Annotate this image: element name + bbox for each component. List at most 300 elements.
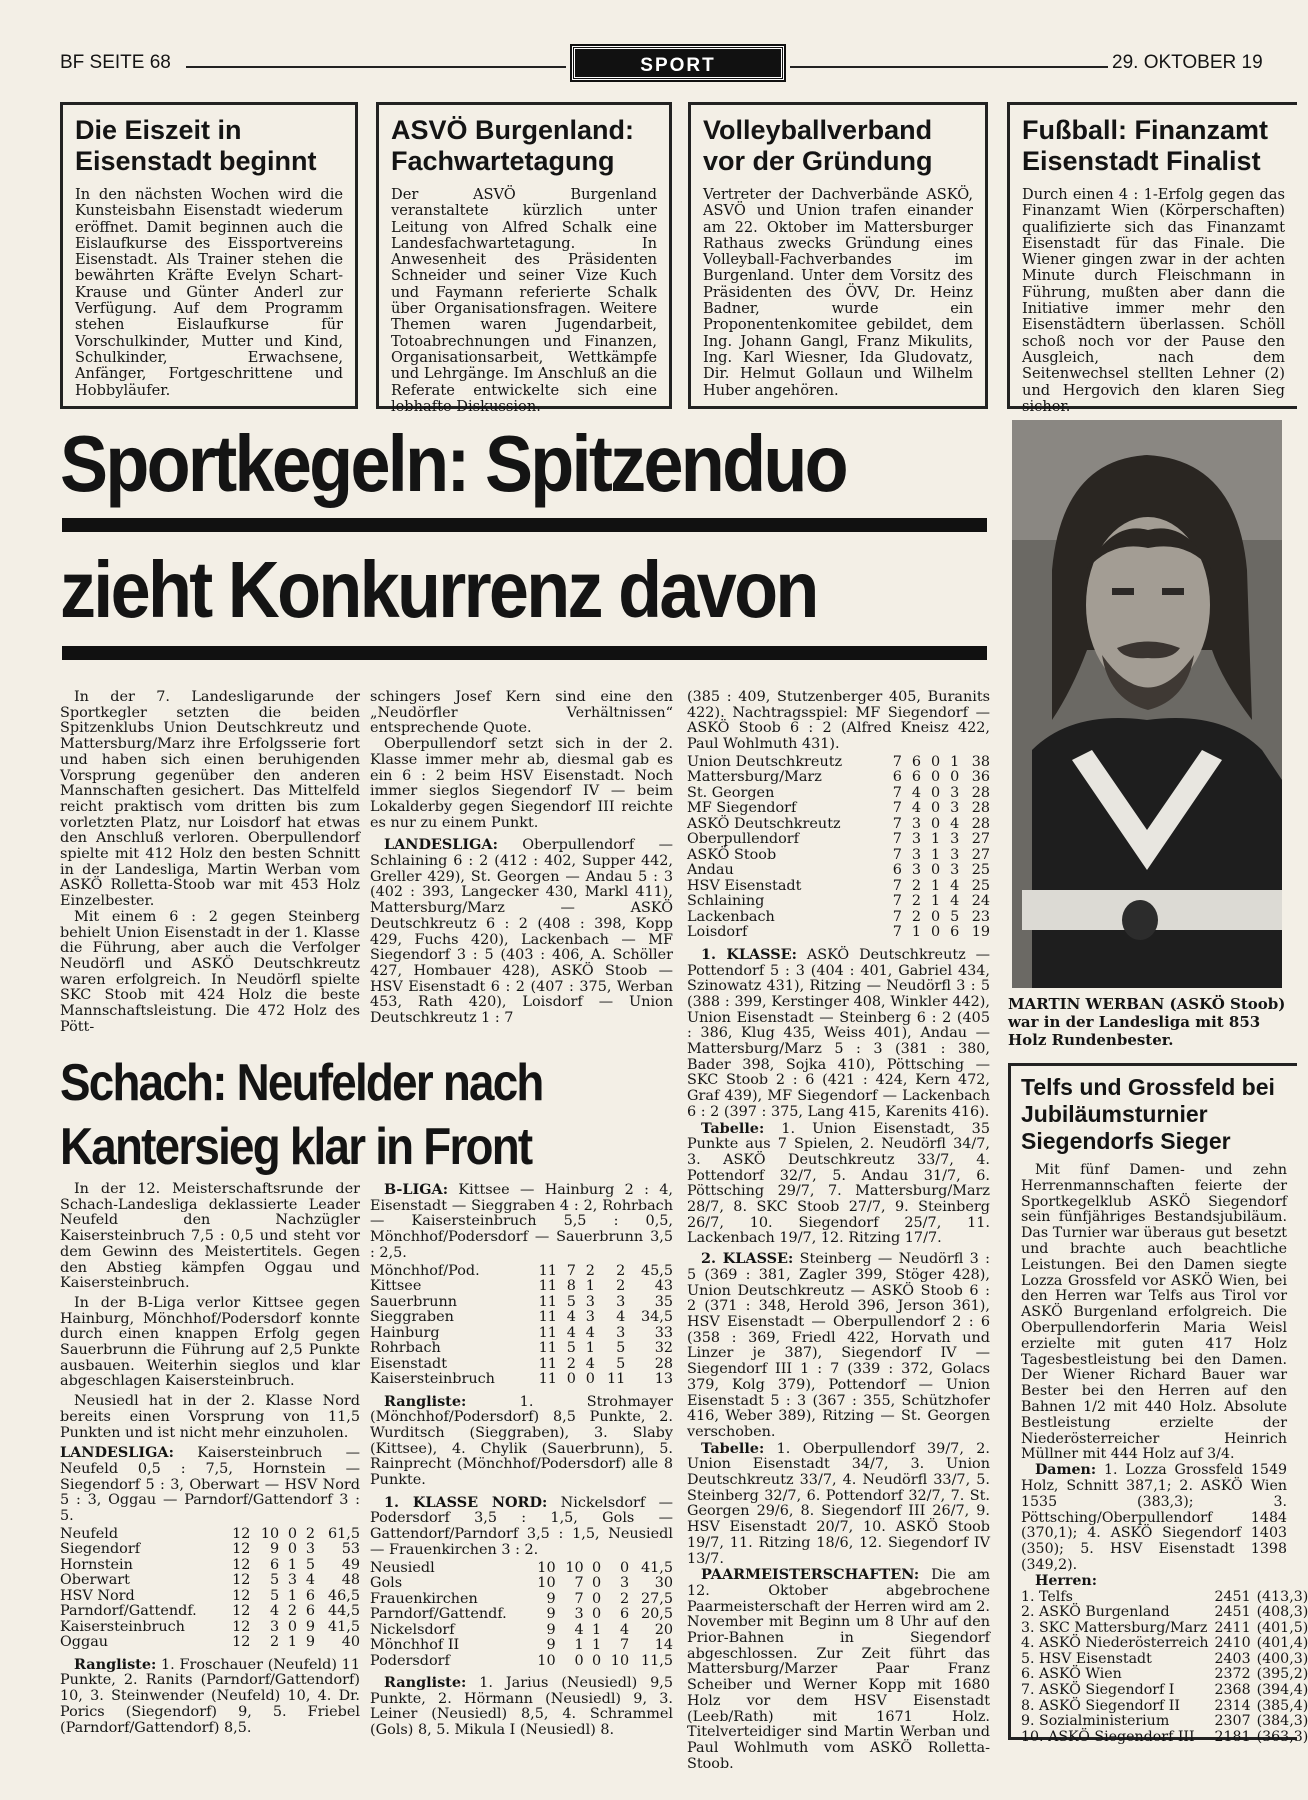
table-cell: 9 [546,1637,556,1654]
table-cell: 0 [930,815,941,832]
schach-column-1 [60,1182,360,1742]
table-cell: Kaisersteinbruch [60,1618,185,1635]
table-cell: 48 [341,1572,360,1589]
table-cell: 4 [950,815,960,832]
table-row [687,848,990,864]
table-cell: 6 [305,1587,315,1604]
table-cell: 4 [585,1355,595,1372]
table-cell: (408,3) [1256,1604,1308,1621]
table-cell: 6 [892,862,902,879]
article-body: Durch einen 4 : 1-Erfolg gegen das Finanzamt Wien (Körperschaften) qualifizierte sich das Finanzamt Eisenstadt für das Finale. Die Wiener gingen zwar in der achten Minute durch Fleischmann in Führung, mußten aber dann die Initiative immer mehr den Eisenstädtern überlassen. Schöll schoß noch vor der Pause den Ausgleich, nach dem Seitenwechsel stellten Lehner (2) und Hergovich den klaren Sieg sicher. [1022,186,1285,415]
table-cell: 6 [892,769,902,786]
table-cell: 10 [565,1559,584,1576]
table-cell: 7 [892,877,902,894]
table-cell: 12 [232,1572,251,1589]
table-cell: 3 [950,846,960,863]
table-cell: 2 [911,893,922,910]
table-cell: 10 [537,1575,556,1592]
table-cell: 9 [305,1618,315,1635]
table-cell: 3. SKC Mattersburg/Marz [1021,1619,1208,1636]
article-title: Fußball: Finanzamt Eisenstadt Finalist [1022,115,1268,176]
table-row [687,879,990,895]
table-cell: (413,3) [1256,1588,1308,1605]
schach-bliga-table [370,1264,673,1388]
photo-caption: MARTIN WERBAN (ASKÖ Stoob) war in der Landesliga mit 853 Holz Rundenbester. [1008,995,1286,1049]
table-cell: 5 [305,1556,315,1573]
page-number: BF SEITE 68 [60,52,171,73]
table-cell: 2 [616,1278,626,1295]
table-cell: 1 [591,1637,602,1654]
table-cell: Union Deutschkreutz [687,753,843,770]
table-cell: 19 [971,924,990,941]
table-cell: 25 [971,877,990,894]
table-row [60,1558,360,1574]
table-cell: 1 [585,1340,595,1357]
article-body: In den nächsten Wochen wird die Kunsteisbahn Eisenstadt wiederum eröffnet. Damit beginnen auch die Eislaufkurse des Eissportvereins Eisenstadt. Als Trainer stehen die bewährten Kräfte Evelyn Schart-Krause und Günter Anderl zur Verfügung. Auf dem Programm stehen Eislaufkurse für Vorschulkinder, Mutter und Kind, Schulkinder, Erwachsene, Anfänger, Fortgeschrittene und Hobbyläufer. [75,186,343,399]
table-cell: Parndorf/Gattendf. [370,1606,507,1623]
table-row [1021,1636,1308,1652]
paragraph: In der 7. Landesligarunde der Sportkegler setzten die beiden Spitzenklubs Union Deutschkreutz und Mattersburg/Marz ihre Erfolgsserie fort und haben sich einen beruhigenden Vorsprung gegenüber den anderen Mannschaften gesichert. Das Mittelfeld reicht praktisch vom dritten bis zum vorletzten Platz, nur Loisdorf hat etwas den Anschluß verloren. Oberpullendorf spielte mit 412 Holz den besten Schnitt in der Landesliga, Martin Werban vom ASKÖ Rolletta-Stoob war mit 453 Holz Einzelbester. [60,689,360,910]
table-row [370,1576,673,1592]
issue-date: 29. OKTOBER 19 [1112,52,1263,73]
table-cell: HSV Eisenstadt [687,877,802,894]
table-cell: 10. ASKÖ Siegendorf III [1021,1728,1195,1745]
table-row [687,832,990,848]
table-cell: 0 [591,1652,602,1669]
table-cell: 5. HSV Eisenstadt [1021,1650,1152,1667]
table-cell: 7 [892,908,902,925]
table-cell: 4 [911,800,922,817]
table-cell: 2451 [1214,1604,1251,1621]
table-cell: 9 [305,1634,315,1651]
table-cell: 0 [930,924,941,941]
table-cell: 3 [616,1293,626,1310]
table-cell: Loisdorf [687,924,748,941]
table-row [687,755,990,771]
table-row [60,1604,360,1620]
table-row [370,1638,673,1654]
table-row [1021,1621,1308,1637]
table-cell: 3 [950,862,960,879]
table-cell: (400,3) [1256,1650,1308,1667]
run-in-label: 1. KLASSE NORD: [384,1493,548,1511]
table-cell: 1 [287,1634,298,1651]
landesliga-table [687,755,990,941]
table-cell: 2 [911,908,922,925]
headline-schach-1: Schach: Neufelder nach [60,1054,543,1112]
table-cell: ASKÖ Stoob [687,846,777,863]
table-cell: 0 [930,784,941,801]
paragraph-text: 1. Lozza Grossfeld 1549 Holz, Schnitt 387,1; 2. ASKÖ Wien 1535 (383,3); 3. Pöttsching/Oberpullendorf 1484 (370,1); 4. ASKÖ Siegendorf 1403 (350); 5. HSV Eisenstadt 1398 (349,2). [1021,1462,1287,1573]
table-cell: 6 [305,1603,315,1620]
article-title: Volleyballverband vor der Gründung [703,115,933,176]
paragraph: Neusiedl hat in der 2. Klasse Nord bereits einen Vorsprung von 11,5 Punkten und ist nicht mehr einzuholen. [60,1393,360,1441]
table-cell: 3 [616,1324,626,1341]
paragraph-text: 1. Froschauer (Neufeld) 11 Punkte, 2. Ranits (Parndorf/Gattendorf) 10, 3. Steinwender (Neufeld) 10, 4. Dr. Porics (Siegendorf) 9, 5. Friebel (Parndorf/Gattendorf) 8,5. [60,1656,360,1736]
table-row [370,1310,673,1326]
table-row [687,910,990,926]
table-cell: 4 [305,1572,315,1589]
table-row [687,925,990,941]
table-cell: 2 [911,877,922,894]
table-cell: 6. ASKÖ Wien [1021,1666,1122,1683]
table-row [1021,1590,1308,1606]
paragraph: In der 12. Meisterschaftsrunde der Schach-Landesliga deklassierte Leader Neufeld den Nachzügler Kaisersteinbruch 7,5 : 0,5 und steht vor dem Gewinn des Meistertitels. Gegen den Abstieg kämpfen Oggau und Kaisersteinbruch. [60,1181,360,1292]
table-cell: 5 [566,1293,576,1310]
table-cell: 0 [619,1559,630,1576]
article-body: Vertreter der Dachverbände ASKÖ, ASVÖ und Union trafen einander am 22. Oktober im Mattersburger Rathaus zwecks Gründung eines Volleyball-Fachverbandes im Burgenland. Unter dem Vorsitz des Präsidenten des ÖVV, Dr. Heinz Badner, wurde ein Proponentenkomitee gebildet, dem Ing. Johann Gangl, Franz Mikulits, Ing. Karl Wiesner, Ida Gludovatz, Dir. Helmut Gollaun und Wilhelm Huber angehören. [703,186,973,399]
table-cell: 5 [269,1587,280,1604]
paragraph-text: Kittsee — Hainburg 2 : 4, Eisenstadt — Sieggraben 4 : 2, Rohrbach — Kaisersteinbruch 5,5 : 0,5, Mönchhof/Podersdorf — Sauerbrunn 3,5 : 2,5. [370,1182,673,1261]
table-cell: 5 [950,908,960,925]
paragraph [60,1657,360,1737]
table-cell: 1 [574,1637,584,1654]
table-cell: 33 [654,1324,673,1341]
table-cell: Neufeld [60,1525,119,1542]
table-cell: 7 [892,815,902,832]
table-cell: Nickelsdorf [370,1621,455,1638]
table-cell: 0 [591,1575,602,1592]
table-cell: Parndorf/Gattendf. [60,1603,197,1620]
table-cell: 20,5 [640,1606,673,1623]
table-cell: 3 [305,1541,315,1558]
table-cell: 1 [930,831,941,848]
paragraph: (385 : 409, Stutzenberger 405, Buranits 422). Nachtragsspiel: MF Siegendorf — ASKÖ Stoob 6 : 2 (Alfred Kneisz 422, Paul Wohlmuth 431). [687,689,990,753]
table-cell: 7 [892,784,902,801]
table-cell: Mattersburg/Marz [687,769,822,786]
table-cell: 0 [585,1371,595,1388]
table-cell: 46,5 [327,1587,360,1604]
table-cell: 44,5 [327,1603,360,1620]
table-row [370,1561,673,1577]
section-label: SPORT [572,46,784,80]
table-cell: 2372 [1214,1666,1251,1683]
table-cell: 30 [654,1575,673,1592]
paragraph [687,1441,990,1568]
table-cell: 7 [892,831,902,848]
table-cell: 1. Telfs [1021,1588,1073,1605]
run-in-label: LANDESLIGA: [60,1444,174,1462]
table-cell: Schlaining [687,893,765,910]
table-cell: 23 [971,908,990,925]
run-in-label: B-LIGA: [384,1181,449,1198]
table-cell: 3 [911,831,922,848]
table-cell: 6 [619,1606,630,1623]
run-in-label: Herren: [1035,1572,1097,1589]
table-row [1021,1730,1308,1746]
table-row [370,1357,673,1373]
kegeln-column-3 [687,689,990,1772]
table-cell: 1 [930,846,941,863]
article-title: Die Eiszeit in Eisenstadt beginnt [75,115,317,176]
table-cell: Hainburg [370,1324,440,1341]
table-cell: 12 [232,1618,251,1635]
table-cell: 12 [232,1634,251,1651]
paragraph [370,1495,673,1559]
table-cell: 3 [911,862,922,879]
article-title: ASVÖ Burgenland: Fachwartetagung [391,115,635,176]
table-cell: 7 [892,846,902,863]
table-cell: 40 [341,1634,360,1651]
table-cell: 7 [619,1637,630,1654]
paragraph-text: Nickelsdorf — Podersdorf 3,5 : 1,5, Gols — Gattendorf/Parndorf 3,5 : 1,5, Neusiedl — Frauenkirchen 3 : 2. [370,1494,673,1558]
table-cell: MF Siegendorf [687,800,797,817]
table-cell: 11 [538,1309,557,1326]
table-cell: 12 [232,1556,251,1573]
table-cell: 4 [585,1324,595,1341]
table-cell: (363,3) [1256,1728,1308,1745]
table-cell: 49 [341,1556,360,1573]
table-cell: 12 [232,1603,251,1620]
run-in-label: PAARMEISTERSCHAFTEN: [701,1566,920,1584]
table-cell: Podersdorf [370,1652,450,1669]
table-cell: 2 [616,1262,626,1279]
table-cell: 4 [574,1621,584,1638]
table-cell: (401,5) [1256,1619,1308,1636]
table-cell: 27,5 [640,1590,673,1607]
table-cell: 1 [287,1556,298,1573]
paragraph-text: 1. Oberpullendorf 39/7, 2. Union Eisenstadt 34/7, 3. Union Deutschkreutz 33/7, 4. Neudörfl 33/7, 5. Steinberg 32/7, 6. Pottendorf 32/7, 7. St. Georgen 29/6, 8. Siegendorf III 26/7, 9. HSV Eisenstadt 20/7, 10. ASKÖ Stoob 19/7, 11. Ritzing 18/6, 12. Siegendorf IV 13/7. [687,1440,990,1567]
table-cell: 0 [287,1541,298,1558]
paragraph [370,1394,673,1489]
table-cell: Frauenkirchen [370,1590,478,1607]
table-cell: 2314 [1214,1697,1251,1714]
table-cell: 36 [971,769,990,786]
paragraph-text: 1. Union Eisenstadt, 35 Punkte aus 7 Spielen, 2. Neudörfl 34/7, 3. ASKÖ Deutschkreutz 33/7, 4. Pottendorf 32/7, 5. Andau 31/7, 6. Pöttsching 29/7, 7. Mattersburg/Marz 28/7, 8. SKC Stoob 27/7, 9. Steinberg 26/7, 10. Siegendorf 25/7, 11. Lackenbach 19/7, 12. Ritzing 17/7. [687,1120,990,1247]
table-cell: 27 [971,846,990,863]
table-cell: 2307 [1214,1713,1251,1730]
table-cell: 6 [911,769,922,786]
table-row [687,786,990,802]
table-cell: 1 [585,1278,595,1295]
table-cell: 43 [654,1278,673,1295]
table-cell: Siegendorf [60,1541,141,1558]
table-cell: 0 [591,1606,602,1623]
table-cell: 10 [537,1559,556,1576]
table-cell: 5 [616,1340,626,1357]
table-cell: 11 [538,1293,557,1310]
table-cell: 7 [574,1590,584,1607]
table-cell: 2368 [1214,1682,1251,1699]
table-row [370,1341,673,1357]
run-in-label: Rangliste: [384,1392,467,1410]
table-cell: 1 [930,893,941,910]
table-row [60,1573,360,1589]
table-cell: 4 [616,1309,626,1326]
article-fussball [1007,102,1297,415]
table-cell: 2 [305,1525,315,1542]
table-cell: 12 [232,1587,251,1604]
table-cell: 0 [930,862,941,879]
table-cell: 2 [585,1262,595,1279]
table-cell: 4 [269,1603,280,1620]
table-cell: 3 [585,1309,595,1326]
paragraph-text: Die am 12. Oktober abgebrochene Paarmeisterschaft der Herren wird am 2. November mit Beginn um 8 Uhr auf den Prior-Bahnen in Siegendorf abgeschlossen. Zur Zeit führt das Mattersburg/Marzer Paar Franz Scheiber und Werner Kopp mit 1680 Holz vor dem HSV Eisenstadt (Leeb/Rath) mit 1671 Holz. Titelverteidiger sind Martin Werban und Paul Wohlmuth vom ASKÖ Rolletta-Stoob. [687,1567,990,1772]
paragraph-text: 1. Jarius (Neusiedl) 9,5 Punkte, 2. Hörmann (Neusiedl) 9, 3. Leiner (Neusiedl) 8,5, 4. Schrammel (Gols) 8, 5. Mikula I (Neusiedl) 8. [370,1675,673,1739]
paragraph [370,837,673,1026]
table-cell: Oberwart [60,1572,130,1589]
table-cell: 41,5 [640,1559,673,1576]
table-row [370,1592,673,1608]
paragraph-text: Kaisersteinbruch — Neufeld 0,5 : 7,5, Hornstein — Siegendorf 5 : 3, Oberwart — HSV Nord 5 : 3, Oggau — Parndorf/Gattendorf 3 : 5. [60,1445,360,1525]
article-telfs [1008,1063,1308,1745]
table-cell: 7 [892,893,902,910]
table-cell: 2181 [1214,1728,1251,1745]
table-cell: 2. ASKÖ Burgenland [1021,1604,1170,1621]
table-cell: ASKÖ Deutschkreutz [687,815,841,832]
table-cell: 8. ASKÖ Siegendorf II [1021,1697,1181,1714]
table-cell: 0 [591,1559,602,1576]
table-cell: 2403 [1214,1650,1251,1667]
run-in-label: Tabelle: [701,1439,765,1457]
table-cell: St. Georgen [687,784,775,801]
table-cell: (395,2) [1256,1666,1308,1683]
table-cell: 28 [971,784,990,801]
table-cell: 9 [546,1606,556,1623]
table-row [60,1620,360,1636]
table-cell: 3 [585,1293,595,1310]
table-cell: 9. Sozialministerium [1021,1713,1170,1730]
table-row [370,1607,673,1623]
table-cell: 6 [950,924,960,941]
table-cell: 1 [287,1587,298,1604]
table-cell: Sieggraben [370,1309,454,1326]
table-row [687,770,990,786]
table-cell: 7 [892,800,902,817]
paragraph: In der B-Liga verlor Kittsee gegen Hainburg, Mönchhof/Podersdorf konnte durch einen knappen Erfolg gegen Sauerbrunn die Führung auf 2,5 Punkte ausbauen. Weiterhin sieglos und klar abgeschlagen Kaisersteinbruch. [60,1294,360,1390]
headline-rule [62,518,987,532]
table-cell: Kittsee [370,1278,422,1295]
table-cell: 11 [538,1278,557,1295]
table-row [687,894,990,910]
table-cell: 9 [546,1621,556,1638]
table-cell: 1 [911,924,922,941]
kegeln-column-2 [370,690,673,1030]
table-cell: (384,3) [1256,1713,1308,1730]
table-cell: 5 [616,1355,626,1372]
table-cell: 3 [287,1572,298,1589]
paragraph [1021,1574,1287,1590]
table-cell: 28 [971,815,990,832]
table-cell: Lackenbach [687,908,775,925]
headline-kegeln-2: zieht Konkurrenz davon [60,545,817,634]
paragraph [687,947,990,1121]
table-cell: 0 [287,1618,298,1635]
table-cell: Mönchhof II [370,1637,460,1654]
table-cell: 28 [971,800,990,817]
table-cell: 1 [591,1621,602,1638]
article-body: Mit fünf Damen- und zehn Herrenmannschaften feierte der Sportkegelklub ASKÖ Siegendorf sein fünfjähriges Bestandsjubiläum. Das Turnier war überaus gut besetzt und brachte auch beachtliche Leistungen. Bei den Damen siegte Lozza Grossfeld vor ASKÖ Wien, bei den Herren war Telfs aus Tirol vor ASKÖ Burgenland erfolgreich. Die Oberpullendorferin Maria Weisl erzielte mit guten 417 Holz Tagesbestleistung bei den Damen. Der Wiener Richard Bauer war Bester bei den Herren auf den Bahnen 1/2 mit 440 Holz. Absolute Bestleistung erzielte der Niederösterreicher Heinrich Müllner mit 444 Holz auf 3/4. [1021,1162,1287,1463]
table-cell: 27 [971,831,990,848]
paragraph-text: ASKÖ Deutschkreutz — Pottendorf 5 : 3 (404 : 401, Gabriel 434, Szinowatz 431), Ritzing — Neudörfl 3 : 5 (388 : 399, Kerstinger 408, Winkler 442), Union Eisenstadt — Steinberg 6 : 2 (405 : 386, Klug 435, Weiss 401), Andau — Mattersburg/Marz 5 : 3 (381 : 380, Bader 398, Sojka 410), Pöttsching — SKC Stoob 2 : 6 (421 : 424, Kern 472, Graf 439), MF Siegendorf — Lackenbach 6 : 2 (397 : 375, Lang 415, Karenits 416). [687,946,990,1120]
table-cell: 0 [930,800,941,817]
run-in-label: Damen: [1035,1462,1097,1479]
paragraph [687,1567,990,1772]
table-cell: 9 [269,1541,280,1558]
table-row [687,801,990,817]
table-cell: (385,4) [1256,1697,1308,1714]
table-cell: 0 [930,908,941,925]
table-cell: 3 [574,1606,584,1623]
table-cell: Eisenstadt [370,1355,448,1372]
table-cell: 0 [950,769,960,786]
table-row [1021,1714,1308,1730]
paragraph: Oberpullendorf setzt sich in der 2. Klasse immer mehr ab, diesmal gab es ein 6 : 2 beim HSV Eisenstadt. Noch immer sieglos Siegendorf IV — beim Lokalderby gegen Siegendorf III reichte es nur zu einem Punkt. [370,736,673,831]
table-cell: 4 [619,1621,630,1638]
paragraph [1021,1463,1287,1574]
table-cell: 11 [606,1371,626,1388]
table-row [60,1635,360,1651]
portrait-photo [1012,420,1282,988]
table-cell: 10 [537,1652,556,1669]
paragraph-text: Steinberg — Neudörfl 3 : 5 (369 : 381, Zagler 399, Stöger 428), Union Deutschkreutz — ASKÖ Stoob 6 : 2 (371 : 348, Herold 396, Jerson 361), HSV Eisenstadt — Oberpullendorf 2 : 6 (358 : 369, Friedl 422, Horvath und Linzer je 387), Siegendorf IV — Siegendorf III 1 : 7 (339 : 372, Golacs 379, Kolg 379), Pottendorf — Union Eisenstadt 5 : 3 (367 : 355, Schützhofer 416, Weber 389), Ritzing — St. Georgen verschoben. [687,1251,990,1440]
table-cell: 3 [911,815,922,832]
run-in-label: 2. KLASSE: [701,1250,794,1268]
table-cell: 14 [654,1637,673,1654]
article-asvoe [376,102,672,415]
table-cell: 10 [610,1652,630,1669]
table-cell: 2411 [1214,1619,1251,1636]
schach-landesliga-table [60,1527,360,1651]
headline-kegeln-1: Sportkegeln: Spitzenduo [60,419,846,508]
table-cell: 12 [232,1541,251,1558]
table-cell: Oberpullendorf [687,831,799,848]
paragraph [370,1675,673,1739]
run-in-label: 1. KLASSE: [701,945,797,963]
table-row [370,1264,673,1280]
table-cell: Gols [370,1575,403,1592]
table-cell: 3 [269,1618,280,1635]
headline-rule [62,646,987,660]
table-cell: Rohrbach [370,1340,441,1357]
table-cell: (401,4) [1256,1635,1308,1652]
table-cell: 4 [566,1324,576,1341]
table-cell: 2 [619,1590,630,1607]
paragraph: Mit einem 6 : 2 gegen Steinberg behielt Union Eisenstadt in der 1. Klasse die Führung, aber auch die Verfolger Neudörfl und ASKÖ Deutschkreutz waren erfolgreich. In Neudörfl spielte SKC Stoob mit 424 Holz die beste Mannschaftsleistung. Die 472 Holz des Pött- [60,908,360,1035]
table-cell: 7 [574,1575,584,1592]
paragraph: schingers Josef Kern sind eine den „Neudörfler Verhältnissen“ entsprechende Quote. [370,689,673,737]
table-cell: 5 [566,1340,576,1357]
table-cell: 11,5 [640,1652,673,1669]
table-cell: 20 [654,1621,673,1638]
table-cell: 2410 [1214,1635,1251,1652]
table-cell: Hornstein [60,1556,133,1573]
table-cell: 25 [971,862,990,879]
table-row [1021,1605,1308,1621]
table-row [1021,1667,1308,1683]
table-cell: 2 [269,1634,280,1651]
table-cell: 0 [574,1652,584,1669]
paragraph [687,1121,990,1248]
table-cell: 0 [287,1525,298,1542]
table-row [687,863,990,879]
run-in-label: LANDESLIGA: [384,836,498,854]
header-rule-right [790,66,1108,68]
table-cell: 0 [591,1590,602,1607]
table-cell: Andau [687,862,734,879]
table-cell: 4 [566,1309,576,1326]
run-in-label: Tabelle: [701,1119,765,1137]
table-cell: 4 [950,893,960,910]
table-cell: 10 [260,1525,280,1542]
table-cell: Neusiedl [370,1559,435,1576]
table-cell: 32 [654,1340,673,1357]
article-title: Telfs und Grossfeld bei Jubiläumsturnier Siegendorfs Sieger [1021,1074,1275,1154]
table-row [1021,1699,1308,1715]
table-cell: 6 [911,753,922,770]
table-row [370,1654,673,1670]
table-cell: Mönchhof/Pod. [370,1262,480,1279]
